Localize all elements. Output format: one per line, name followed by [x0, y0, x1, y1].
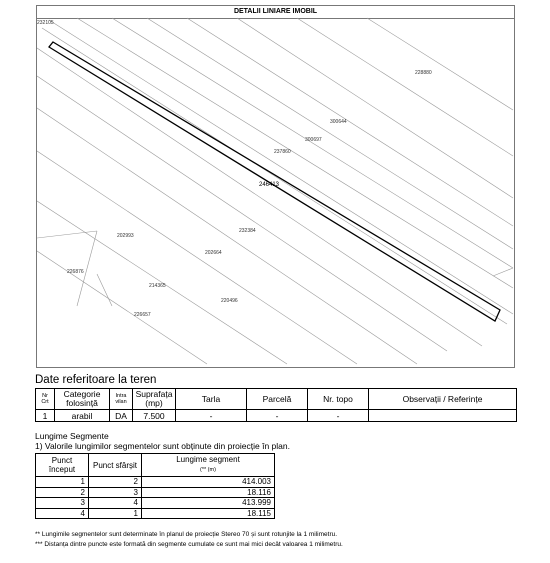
cell-category: arabil — [55, 410, 110, 422]
cell-end: 1 — [89, 508, 142, 519]
neighbor-parcel-lines — [37, 18, 513, 364]
plan-view — [36, 5, 515, 368]
header-area: Suprafața (mp) — [133, 389, 176, 410]
cell-length: 413.999 — [142, 498, 275, 509]
table-row — [36, 498, 275, 509]
parcel-label: 220496 — [221, 298, 238, 304]
land-data-table — [35, 388, 517, 422]
parcel-label: 228880 — [415, 70, 432, 76]
cell-start: 2 — [36, 487, 89, 498]
parcel-label: 202664 — [205, 250, 222, 256]
cell-end: 3 — [89, 487, 142, 498]
parcel-label: 300697 — [305, 137, 322, 143]
plan-header: DETALII LINIARE IMOBIL — [37, 6, 514, 19]
table-row — [36, 508, 275, 519]
header-segment-unit: (** (m) — [200, 467, 216, 473]
parcel-label: 232105 — [37, 20, 54, 26]
cell-intravilan: DA — [110, 410, 133, 422]
cell-topo: - — [308, 410, 369, 422]
table-header-row — [36, 389, 517, 410]
table-row — [36, 487, 275, 498]
cell-tarla: - — [176, 410, 247, 422]
parcel-label: 226876 — [67, 269, 84, 275]
footnote-cumulative: *** Distanța dintre puncte este formată din segmente cumulate ce sunt mai mici decât valoarea 1 milimetru. — [35, 541, 343, 548]
header-end-point: Punct sfârșit — [89, 454, 142, 477]
cell-start: 4 — [36, 508, 89, 519]
parcel-label: 300644 — [330, 119, 347, 125]
header-observations: Observații / Referințe — [369, 389, 517, 410]
cell-end: 2 — [89, 477, 142, 488]
table-header-row — [36, 454, 275, 477]
header-segment-length — [142, 454, 275, 477]
cell-start: 3 — [36, 498, 89, 509]
header-topo: Nr. topo — [308, 389, 369, 410]
cell-length: 414.003 — [142, 477, 275, 488]
section-title: Date referitoare la teren — [35, 374, 157, 386]
cell-length: 18.115 — [142, 508, 275, 519]
cell-area: 7.500 — [133, 410, 176, 422]
cell-start: 1 — [36, 477, 89, 488]
parcel-label: 202993 — [117, 233, 134, 239]
segments-title: Lungime Segmente — [35, 431, 109, 441]
parcel-label: 237860 — [274, 149, 291, 155]
cell-parcel: - — [247, 410, 308, 422]
segments-table — [35, 453, 275, 519]
segments-note: 1) Valorile lungimilor segmentelor sunt obținute din proiecție în plan. — [35, 441, 290, 451]
header-start-point: Punct început — [36, 454, 89, 477]
cell-nr: 1 — [36, 410, 55, 422]
main-parcel-label: 246413 — [259, 182, 280, 188]
table-row — [36, 410, 517, 422]
header-nr-crt: Nr Crt — [36, 389, 55, 410]
header-intravilan: Intra vilan — [110, 389, 133, 410]
header-category: Categorie folosință — [55, 389, 110, 410]
footnote-rounding: ** Lungimile segmentelor sunt determinate în planul de proiecție Stereo 70 și sunt rotunjite la 1 milimetru. — [35, 531, 338, 538]
cell-end: 4 — [89, 498, 142, 509]
header-parcel: Parcelă — [247, 389, 308, 410]
table-row — [36, 477, 275, 488]
header-tarla: Tarla — [176, 389, 247, 410]
header-segment-length-label: Lungime segment — [176, 455, 240, 464]
parcel-label: 232384 — [239, 228, 256, 234]
cell-length: 18.116 — [142, 487, 275, 498]
parcel-label: 226657 — [134, 312, 151, 318]
cell-observations — [369, 410, 517, 422]
parcel-label: 214365 — [149, 283, 166, 289]
